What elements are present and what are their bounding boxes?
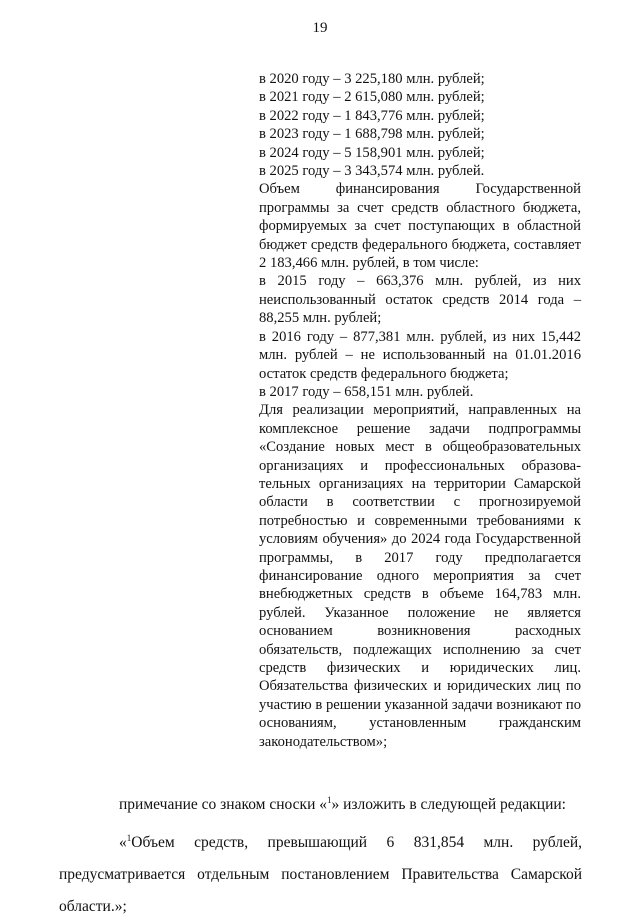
year-line-2024: в 2024 году – 5 158,901 млн. рублей; <box>259 144 485 161</box>
footnote-instruction <box>119 795 589 815</box>
year-line-2023: в 2023 году – 1 688,798 млн. рублей; <box>259 126 485 143</box>
footnote-quote-text-1: Объем средств, превышающий 6 831,854 млн. рублей, <box>131 834 582 851</box>
federal-funding-intro: Объем финансирования Государственной программы за счет средств областного бюджета, формируемых за счет поступающих в областной бюджет средств федерального бюджета, составляет 2 183,466 млн. рублей, в том числе: <box>259 181 581 272</box>
footnote-quote-line-2: предусматривается отдельным постановлением Правительства Самарской <box>59 866 582 883</box>
financing-column <box>259 70 581 751</box>
footnote-quote <box>59 827 582 923</box>
year-line-2025: в 2025 году – 3 343,574 млн. рублей. <box>259 163 485 180</box>
footnote-instruction-after: » изложить в следующей редакции: <box>331 796 566 813</box>
year-line-2022: в 2022 году – 1 843,776 млн. рублей; <box>259 107 485 124</box>
footnote-instruction-before: примечание со знаком сноски « <box>119 796 327 813</box>
federal-funding-2015: в 2015 году – 663,376 млн. рублей, из них неиспользованный остаток средств 2014 года – 88,255 млн. рублей; <box>259 273 581 327</box>
federal-funding-2016: в 2016 году – 877,381 млн. рублей, из них 15,442 млн. рублей – не использованный на 01.01.2016 остаток средств федерального бюджета; <box>259 328 581 382</box>
footnote-quote-line-1 <box>59 827 582 859</box>
year-line-2020: в 2020 году – 3 225,180 млн. рублей; <box>259 71 485 87</box>
events-paragraph: Для реализации мероприятий, направленных на комплексное решение задачи подпрограммы «Создание новых мест в общеобразовательных организациях и профессиональных образова-тельных организациях на территории Самарской области в соответствии с прогнозируемой потребностью и современными требованиями к условиям обучения» до 2024 года Государственной программы, в 2017 году предполагается финансирование одного мероприятия за счет внебюджетных средств в объеме 164,783 млн. рублей. Указанное положение не является основанием возникновения расходных обязательств, подлежащих исполнению за счет средств физических и юридических лиц. Обязательства физических и юридических лиц по участию в решении указанной задачи возникают по основаниям, установленным гражданским законодательством»; <box>259 402 581 750</box>
federal-funding-2017: в 2017 году – 658,151 млн. рублей. <box>259 383 474 400</box>
year-line-2021: в 2021 году – 2 615,080 млн. рублей; <box>259 89 485 106</box>
quote-footnote-marker: 1 <box>126 832 132 843</box>
quote-open: « <box>119 834 127 851</box>
page-number: 19 <box>312 20 328 36</box>
footnote-marker: 1 <box>327 794 332 805</box>
footnote-quote-line-3: области.»; <box>59 898 127 915</box>
